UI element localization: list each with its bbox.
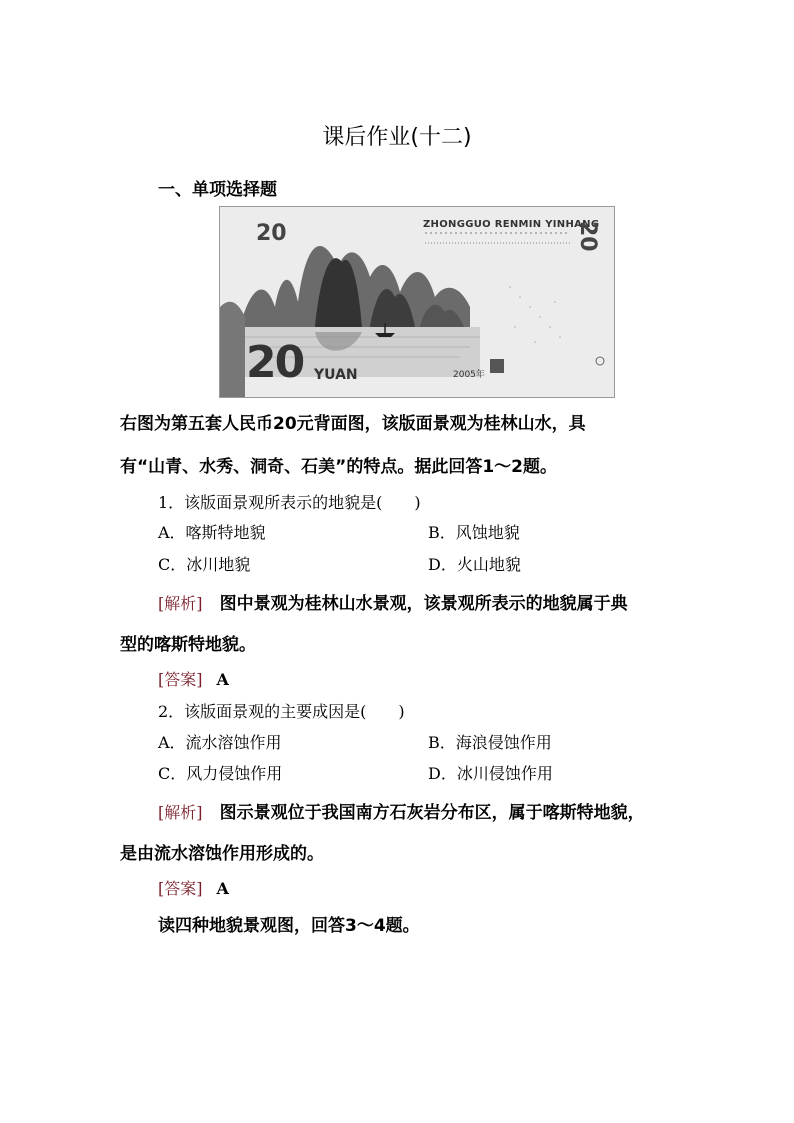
question-2-option-b: B．海浪侵蚀作用 xyxy=(428,733,552,752)
section-heading: 一、单项选择题 xyxy=(158,180,277,200)
question-2-option-c: C．风力侵蚀作用 xyxy=(158,764,283,783)
question-2-option-a: A．流水溶蚀作用 xyxy=(158,733,282,752)
page-title: 课后作业(十二) xyxy=(322,125,472,150)
question-2-option-d: D．冰川侵蚀作用 xyxy=(428,764,553,783)
answer-tag: [答案] xyxy=(158,879,203,898)
intro-line-1: 右图为第五套人民币20元背面图，该版面景观为桂林山水，具 xyxy=(120,414,586,434)
banknote-denomination-vertical: 20 xyxy=(575,221,600,252)
question-2-analysis xyxy=(158,798,645,823)
question-1-analysis-cont: 型的喀斯特地貌。 xyxy=(120,635,256,655)
question-1-analysis xyxy=(158,589,628,614)
question-2-answer xyxy=(158,876,229,899)
banknote-currency-label: YUAN xyxy=(314,367,358,383)
answer-value: A xyxy=(216,879,229,898)
question-1-option-b: B．风蚀地貌 xyxy=(428,523,520,542)
analysis-tag: [解析] xyxy=(158,803,203,822)
question-2-stem: 2．该版面景观的主要成因是( ) xyxy=(158,702,405,721)
analysis-text: 图示景观位于我国南方石灰岩分布区，属于喀斯特地貌， xyxy=(219,803,645,823)
question-1-option-c: C．冰川地貌 xyxy=(158,555,251,574)
closing-instruction: 读四种地貌景观图，回答3～4题。 xyxy=(158,916,420,936)
analysis-tag: [解析] xyxy=(158,594,203,613)
question-2-analysis-cont: 是由流水溶蚀作用形成的。 xyxy=(120,844,324,864)
banknote-image xyxy=(219,206,615,398)
answer-tag: [答案] xyxy=(158,670,203,689)
analysis-text: 图中景观为桂林山水景观，该景观所表示的地貌属于典 xyxy=(219,594,628,614)
banknote-denomination-large: 20 xyxy=(246,337,304,388)
answer-value: A xyxy=(216,670,229,689)
question-1-option-a: A．喀斯特地貌 xyxy=(158,523,266,542)
question-1-answer xyxy=(158,667,229,690)
question-1-option-d: D．火山地貌 xyxy=(428,555,521,574)
banknote-year: 2005年 xyxy=(453,370,485,380)
intro-line-2: 有“山青、水秀、洞奇、石美”的特点。据此回答1～2题。 xyxy=(120,457,558,477)
banknote-bank-name: ZHONGGUO RENMIN YINHANG xyxy=(423,219,600,230)
question-1-stem: 1．该版面景观所表示的地貌是( ) xyxy=(158,493,421,512)
banknote-denomination-small: 20 xyxy=(256,221,287,246)
